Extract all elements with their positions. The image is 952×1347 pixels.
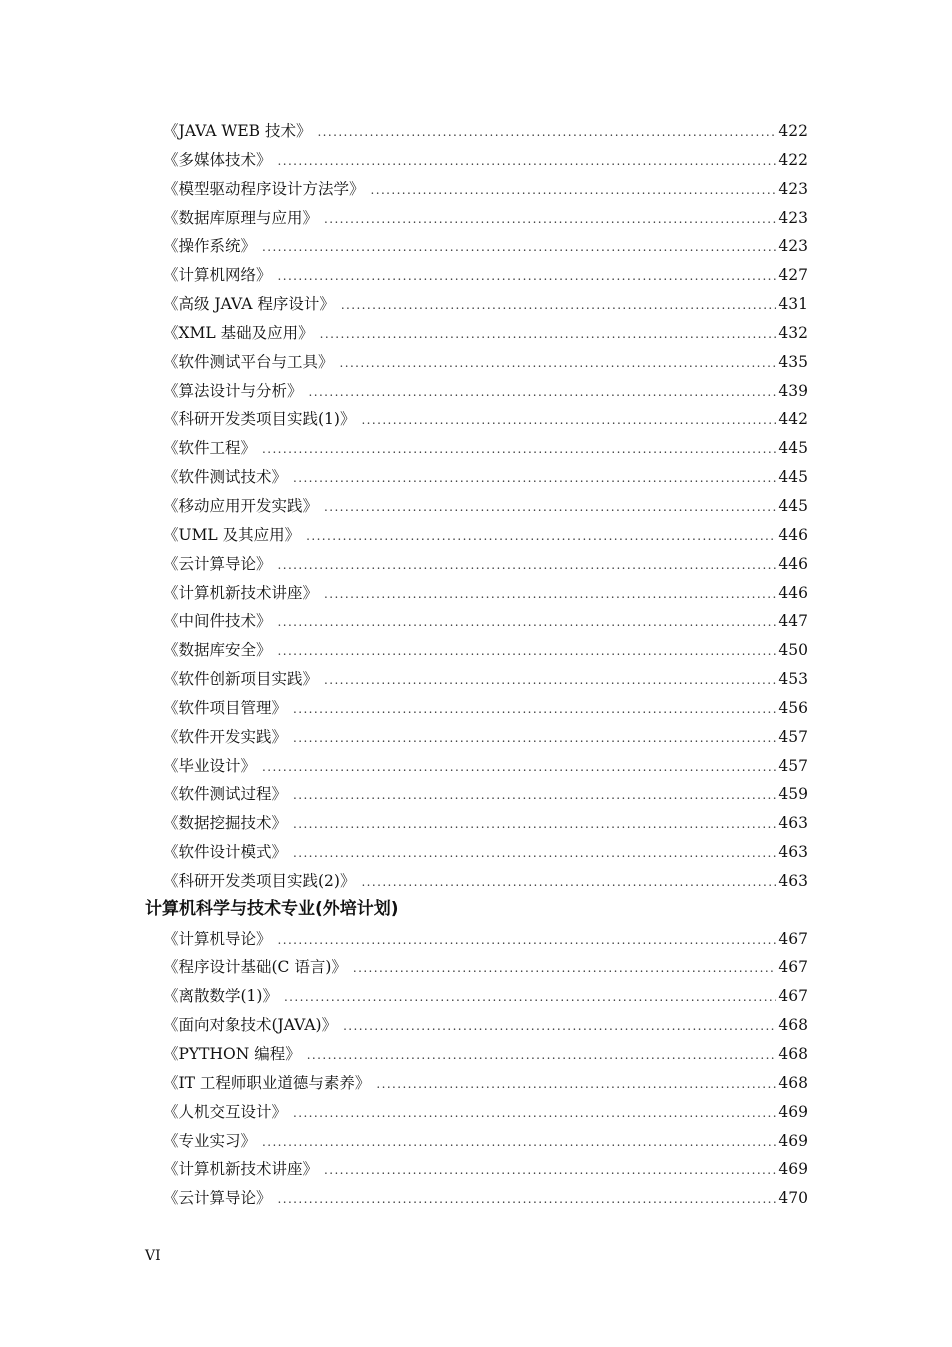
toc-row: [163, 610, 808, 633]
toc-entry-title: 《数据挖掘技术》: [163, 814, 288, 833]
toc-row: [163, 351, 808, 374]
dot-leader: [324, 496, 776, 518]
dot-leader: [278, 611, 777, 633]
toc-row: [163, 1130, 808, 1153]
dot-leader: [361, 409, 776, 431]
dot-leader: [262, 756, 776, 778]
toc-row: [163, 697, 808, 720]
dot-leader: [293, 1102, 776, 1124]
toc-row: [163, 380, 808, 403]
toc-entry: [0, 838, 952, 867]
toc-row: [163, 1101, 808, 1124]
dot-leader: [262, 1131, 776, 1153]
toc-entry: [0, 1127, 952, 1156]
toc-entry-page: 450: [778, 641, 808, 660]
toc-entry: [0, 953, 952, 982]
toc-entry: [0, 290, 952, 319]
toc-entry-title: 《移动应用开发实践》: [163, 496, 319, 515]
toc-entry: [0, 377, 952, 406]
toc-entry: [0, 550, 952, 579]
toc-row: [163, 149, 808, 172]
toc-entry-page: 467: [778, 958, 808, 977]
dot-leader: [278, 554, 777, 576]
toc-entry-title: 《IT 工程师职业道德与素养》: [163, 1073, 371, 1092]
toc-entry-title: 《数据库原理与应用》: [163, 208, 319, 227]
toc-entry-page: 469: [778, 1160, 808, 1179]
toc-entry: [0, 319, 952, 348]
toc-entry-title: 《UML 及其应用》: [163, 525, 301, 544]
dot-leader: [320, 323, 777, 345]
toc-entry-title: 《计算机新技术讲座》: [163, 583, 319, 602]
toc-entry: [0, 117, 952, 146]
toc-row: [163, 726, 808, 749]
dot-leader: [324, 208, 776, 230]
toc-entry-page: 467: [778, 929, 808, 948]
toc-entry-title: 《软件工程》: [163, 439, 257, 458]
toc-entry-title: 《软件设计模式》: [163, 843, 288, 862]
toc-row: [163, 1014, 808, 1037]
dot-leader: [262, 236, 776, 258]
toc-entry-page: 445: [778, 439, 808, 458]
toc-entry: [0, 146, 952, 175]
toc-entry-title: 《计算机网络》: [163, 266, 272, 285]
toc-entry-title: 《软件测试平台与工具》: [163, 352, 334, 371]
toc-entry: [0, 752, 952, 781]
toc-entry-title: 《面向对象技术(JAVA)》: [163, 1016, 338, 1035]
toc-entry-page: 442: [778, 410, 808, 429]
toc-entry-title: 《计算机新技术讲座》: [163, 1160, 319, 1179]
dot-leader: [278, 640, 777, 662]
toc-entry: [0, 1011, 952, 1040]
dot-leader: [293, 698, 776, 720]
toc-entry-page: 423: [778, 237, 808, 256]
toc-entry-page: 459: [778, 785, 808, 804]
toc-entry-page: 446: [778, 583, 808, 602]
toc-entry-page: 463: [778, 871, 808, 890]
toc-row: [163, 956, 808, 979]
toc-entry: [0, 1040, 952, 1069]
toc-entry-page: 422: [778, 122, 808, 140]
toc-entry-title: 《算法设计与分析》: [163, 381, 303, 400]
dot-leader: [317, 121, 776, 143]
toc-entry: [0, 1098, 952, 1127]
toc-row: [163, 178, 808, 201]
toc-entry: [0, 1155, 952, 1184]
toc-entry: [0, 521, 952, 550]
toc-entry-title: 《JAVA WEB 技术》: [163, 122, 312, 140]
dot-leader: [307, 1044, 777, 1066]
toc-entry-title: 《科研开发类项目实践(1)》: [163, 410, 356, 429]
toc-entry-title: 《PYTHON 编程》: [163, 1045, 301, 1063]
toc-row: [163, 408, 808, 431]
toc-entry: [0, 665, 952, 694]
toc-entry: [0, 348, 952, 377]
dot-leader: [309, 381, 777, 403]
toc-entry-page: 468: [778, 1073, 808, 1092]
dot-leader: [324, 669, 776, 691]
toc-row: [163, 207, 808, 230]
toc-entry-page: 432: [778, 323, 808, 342]
toc-row: [163, 466, 808, 489]
toc-entry-title: 《XML 基础及应用》: [163, 323, 314, 342]
toc-entry-title: 《软件开发实践》: [163, 727, 288, 746]
dot-leader: [293, 813, 776, 835]
toc-entry: [0, 867, 952, 896]
toc-entry: [0, 175, 952, 204]
toc-entry: [0, 1069, 952, 1098]
toc-row: [163, 783, 808, 806]
toc-entry-title: 《离散数学(1)》: [163, 987, 278, 1006]
toc-row: [163, 293, 808, 316]
toc-entry-title: 《毕业设计》: [163, 756, 257, 775]
toc-entry: [0, 434, 952, 463]
toc-entry-title: 《中间件技术》: [163, 612, 272, 631]
toc-entry: [0, 723, 952, 752]
toc-row: [163, 1072, 808, 1095]
toc-row: [163, 235, 808, 258]
dot-leader: [341, 294, 777, 316]
toc-entry-page: 463: [778, 843, 808, 862]
toc-row: [163, 120, 808, 143]
toc-entry-title: 《高级 JAVA 程序设计》: [163, 295, 335, 314]
dot-leader: [376, 1073, 776, 1095]
toc-entry: [0, 261, 952, 290]
dot-leader: [284, 986, 776, 1008]
toc-entry-page: 446: [778, 525, 808, 544]
toc-entry-page: 468: [778, 1016, 808, 1035]
toc-entry-title: 《软件测试过程》: [163, 785, 288, 804]
toc-entry: [0, 809, 952, 838]
toc-entry-page: 447: [778, 612, 808, 631]
dot-leader: [293, 727, 776, 749]
dot-leader: [293, 467, 776, 489]
dot-leader: [293, 842, 776, 864]
section-heading: 计算机科学与技术专业(外培计划): [145, 898, 399, 919]
toc-entry-page: 469: [778, 1131, 808, 1150]
toc-entry-title: 《计算机导论》: [163, 929, 272, 948]
toc-entry-page: 439: [778, 381, 808, 400]
toc-entry-title: 《软件项目管理》: [163, 698, 288, 717]
dot-leader: [306, 525, 776, 547]
toc-entry: [0, 579, 952, 608]
toc-entry-page: 431: [778, 295, 808, 314]
toc-entry-title: 《专业实习》: [163, 1131, 257, 1150]
toc-entry-page: 422: [778, 150, 808, 169]
toc-entry-title: 《云计算导论》: [163, 1189, 272, 1208]
toc-entry-page: 463: [778, 814, 808, 833]
toc-entry-page: 423: [778, 179, 808, 198]
toc-entry: [0, 982, 952, 1011]
dot-leader: [340, 352, 777, 374]
dot-leader: [324, 1159, 776, 1181]
toc-entry-page: 467: [778, 987, 808, 1006]
dot-leader: [262, 438, 776, 460]
dot-leader: [343, 1015, 776, 1037]
toc-entry: [0, 232, 952, 261]
toc-entry-title: 《软件创新项目实践》: [163, 670, 319, 689]
toc-row: [163, 1158, 808, 1181]
dot-leader: [353, 957, 777, 979]
dot-leader: [293, 784, 776, 806]
toc-entry-page: 445: [778, 496, 808, 515]
toc-entry: [0, 925, 952, 954]
toc-section: [0, 896, 952, 925]
toc-entry: [0, 204, 952, 233]
toc-entry-title: 《人机交互设计》: [163, 1102, 288, 1121]
toc-entry-page: 423: [778, 208, 808, 227]
toc-entry-page: 427: [778, 266, 808, 285]
toc-entry-title: 《数据库安全》: [163, 641, 272, 660]
toc-row: [163, 985, 808, 1008]
toc-row: [163, 1187, 808, 1210]
toc-entry-title: 《云计算导论》: [163, 554, 272, 573]
toc-row: [163, 437, 808, 460]
toc-row: [163, 322, 808, 345]
toc-entry-page: 470: [778, 1189, 808, 1208]
toc-entry: [0, 694, 952, 723]
toc-row: [163, 870, 808, 893]
toc-entry: [0, 636, 952, 665]
dot-leader: [278, 929, 777, 951]
toc-row: [163, 812, 808, 835]
toc-entry-page: 446: [778, 554, 808, 573]
toc-entry-page: 435: [778, 352, 808, 371]
toc-entry-title: 《操作系统》: [163, 237, 257, 256]
toc-entry-page: 457: [778, 727, 808, 746]
toc-entry: [0, 492, 952, 521]
dot-leader: [324, 583, 776, 605]
toc-entry-title: 《科研开发类项目实践(2)》: [163, 871, 356, 890]
toc-row: [163, 639, 808, 662]
toc-entry-title: 《模型驱动程序设计方法学》: [163, 179, 365, 198]
toc-entry-page: 445: [778, 468, 808, 487]
toc-entry-title: 《软件测试技术》: [163, 468, 288, 487]
dot-leader: [371, 179, 777, 201]
toc-entry: [0, 405, 952, 434]
toc-row: [163, 841, 808, 864]
dot-leader: [361, 871, 776, 893]
toc-entry-page: 468: [778, 1045, 808, 1063]
toc-row: [163, 668, 808, 691]
toc-entry-page: 456: [778, 698, 808, 717]
toc-entry-title: 《程序设计基础(C 语言)》: [163, 958, 347, 977]
toc-row: [163, 264, 808, 287]
toc-entry: [0, 1184, 952, 1213]
toc-entry: [0, 463, 952, 492]
dot-leader: [278, 265, 777, 287]
toc-row: [163, 1043, 808, 1066]
toc-row: [163, 495, 808, 518]
toc-entry-title: 《多媒体技术》: [163, 150, 272, 169]
toc-entry-page: 457: [778, 756, 808, 775]
toc-row: [163, 524, 808, 547]
toc-entry: [0, 607, 952, 636]
toc-row: [163, 553, 808, 576]
toc-row: [163, 755, 808, 778]
toc-entry-page: 453: [778, 670, 808, 689]
dot-leader: [278, 150, 777, 172]
toc-entry: [0, 780, 952, 809]
table-of-contents: [0, 117, 952, 1213]
dot-leader: [278, 1188, 777, 1210]
page-number-footer: VI: [145, 1248, 161, 1264]
toc-row: [163, 928, 808, 951]
toc-entry-page: 469: [778, 1102, 808, 1121]
toc-row: [163, 582, 808, 605]
